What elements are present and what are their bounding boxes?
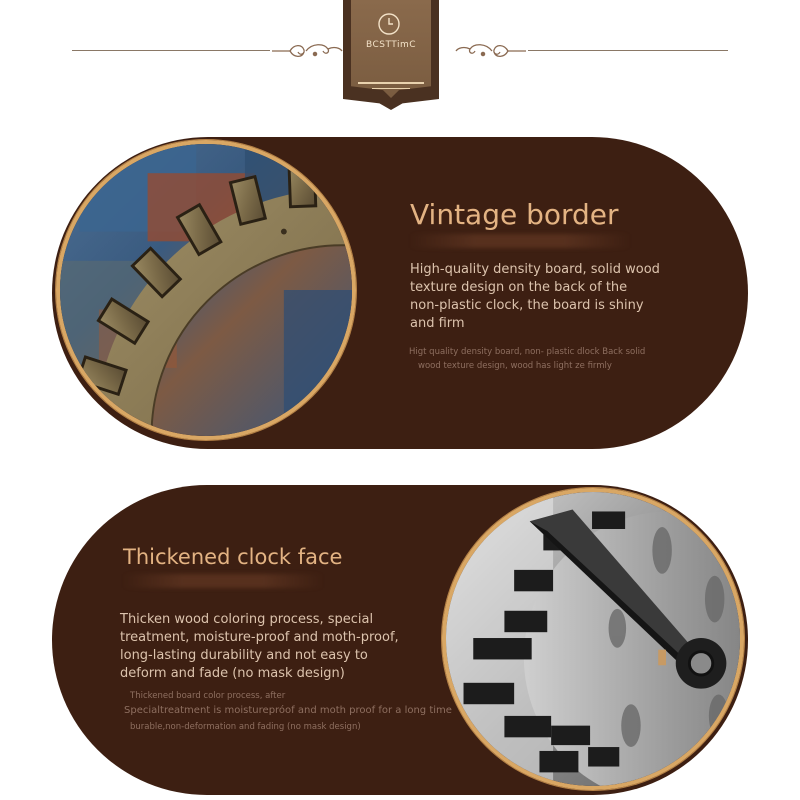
brand-name: BCSTTimC [365, 40, 417, 50]
section-subtext: Specialtreatment is moisturepróof and moth proof for a long time [124, 705, 452, 716]
section-subtext: burable,non-deformation and fading (no mask design) [130, 722, 361, 732]
header-divider-left [72, 50, 270, 51]
scroll-ornament-left-icon [270, 40, 344, 62]
gear-closeup-photo [56, 140, 356, 440]
section-subtext: Thickened board color process, after [130, 691, 286, 701]
header-divider-right [528, 50, 728, 51]
section-title: Thickened clock face [123, 545, 343, 569]
section-subtext: wood texture design, wood has light ze firmly [418, 361, 612, 371]
title-reflection [123, 574, 323, 588]
section-subtext: Higt quality density board, non- plastic dlock Back solid [409, 347, 646, 357]
scroll-ornament-right-icon [454, 40, 528, 62]
title-reflection [410, 234, 630, 248]
section-description: Thicken wood coloring process, special treatment, moisture-proof and moth-proof, long-lasting durability and not easy to deform and fade (no mask design) [120, 612, 399, 681]
clock-gears-photo [442, 488, 744, 790]
tag-rule [372, 88, 410, 89]
tag-rule [358, 82, 424, 84]
clock-icon [377, 12, 401, 36]
section-title: Vintage border [410, 198, 619, 231]
section-description: High-quality density board, solid wood texture design on the back of the non-plastic clock, the board is shiny and firm [410, 262, 660, 331]
